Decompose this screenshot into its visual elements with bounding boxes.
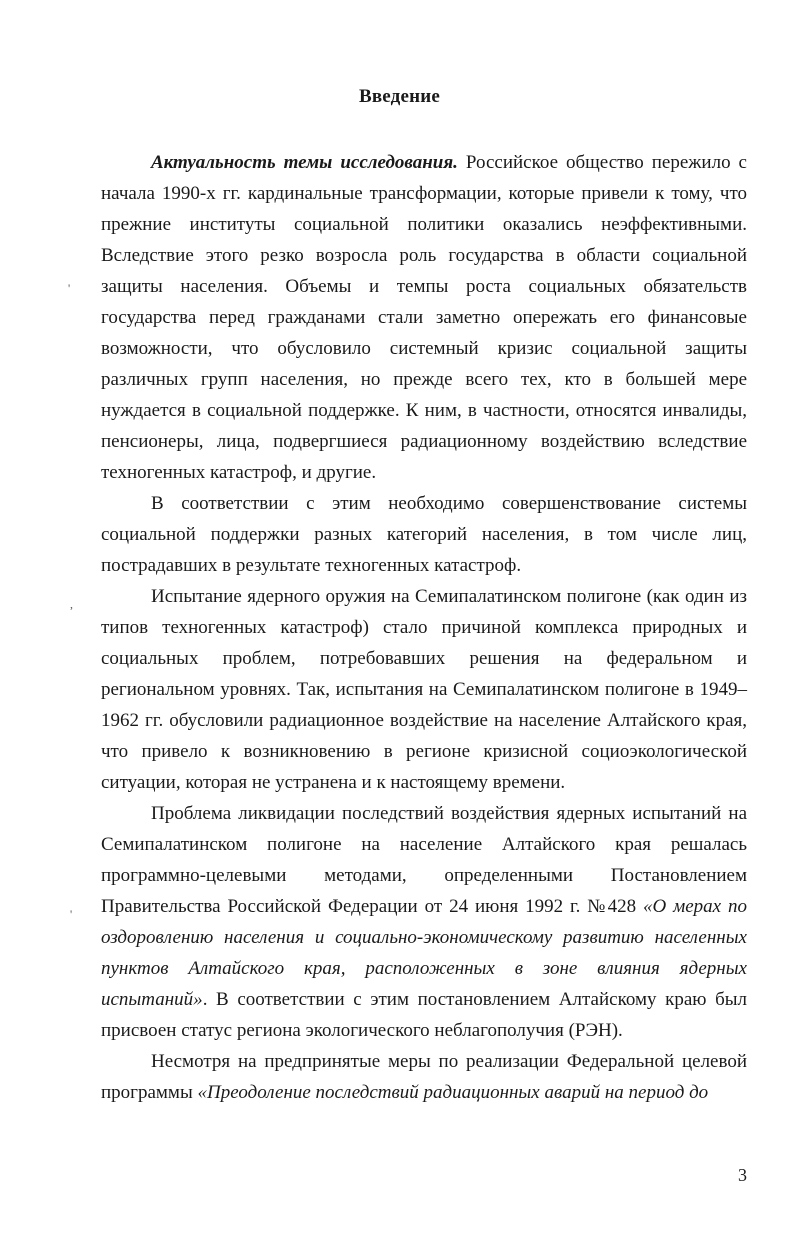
paragraph-text: В соответствии с этим необходимо совершенствование системы социальной поддержки разных категорий населения, в том числе лиц, пострадавших в результате техногенных катастроф. (101, 493, 747, 576)
section-lead: Актуальность темы исследования. (151, 152, 458, 173)
paragraph-text: Испытание ядерного оружия на Семипалатинском полигоне (как один из типов техногенных катастроф) стало причиной комплекса природных и социальных проблем, потребовавших решения на федеральном и региональном уровнях. Так, испытания на Семипалатинском полигоне в 1949–1962 гг. обусловили радиационное воздействие на население Алтайского края, что привело к возникновению в регионе кризисной социоэкологической ситуации, которая не устранена и к настоящему времени. (101, 586, 747, 793)
paragraph-text: Несмотря на предпринятые меры по реализации Федеральной целевой программы (101, 1051, 747, 1103)
document-body (101, 147, 747, 1108)
paragraph-text: . В соответствии с этим постановлением Алтайскому краю был присвоен статус региона экологического неблагополучия (РЭН). (101, 989, 747, 1041)
paragraph-text: Проблема ликвидации последствий воздействия ядерных испытаний на Семипалатинском полигоне на население Алтайского края решалась программно-целевыми методами, определенными Постановлением Правительства Российской Федерации от 24 июня 1992 г. №428 (101, 803, 747, 917)
paragraph-nuclear-testing (101, 581, 747, 798)
page-number: 3 (738, 1165, 747, 1185)
paragraph-improvement (101, 488, 747, 581)
program-title: «Преодоление последствий радиационных аварий на период до (197, 1082, 709, 1103)
scan-speck: ' (68, 281, 71, 295)
scan-speck: , (70, 597, 73, 611)
page-title: Введение (358, 86, 441, 107)
paragraph-text: Российское общество пережило с начала 1990-х гг. кардинальные трансформации, которые привели к тому, что прежние институты социальной политики оказались неэффективными. Вследствие этого резко возросла роль государства в области социальной защиты населения. Объемы и темпы роста социальных обязательств государства перед гражданами стали заметно опережать его финансовые возможности, что обусловило системный кризис социальной защиты различных групп населения, но прежде всего тех, кто в большей мере нуждается в социальной поддержке. К ним, в частности, относятся инвалиды, пенсионеры, лица, подвергшиеся радиационному воздействию вследствие техногенных катастроф, и другие. (101, 152, 747, 483)
decree-title: «О мерах по оздоровлению населения и социально-экономическому развитию населенных пунктов Алтайского края, расположенных в зоне влияния ядерных испытаний» (101, 896, 747, 1010)
paragraph-federal-program (101, 1046, 747, 1108)
scan-speck: ' (70, 907, 73, 921)
paragraph-program-methods (101, 798, 747, 1046)
paragraph-relevance (101, 147, 747, 488)
